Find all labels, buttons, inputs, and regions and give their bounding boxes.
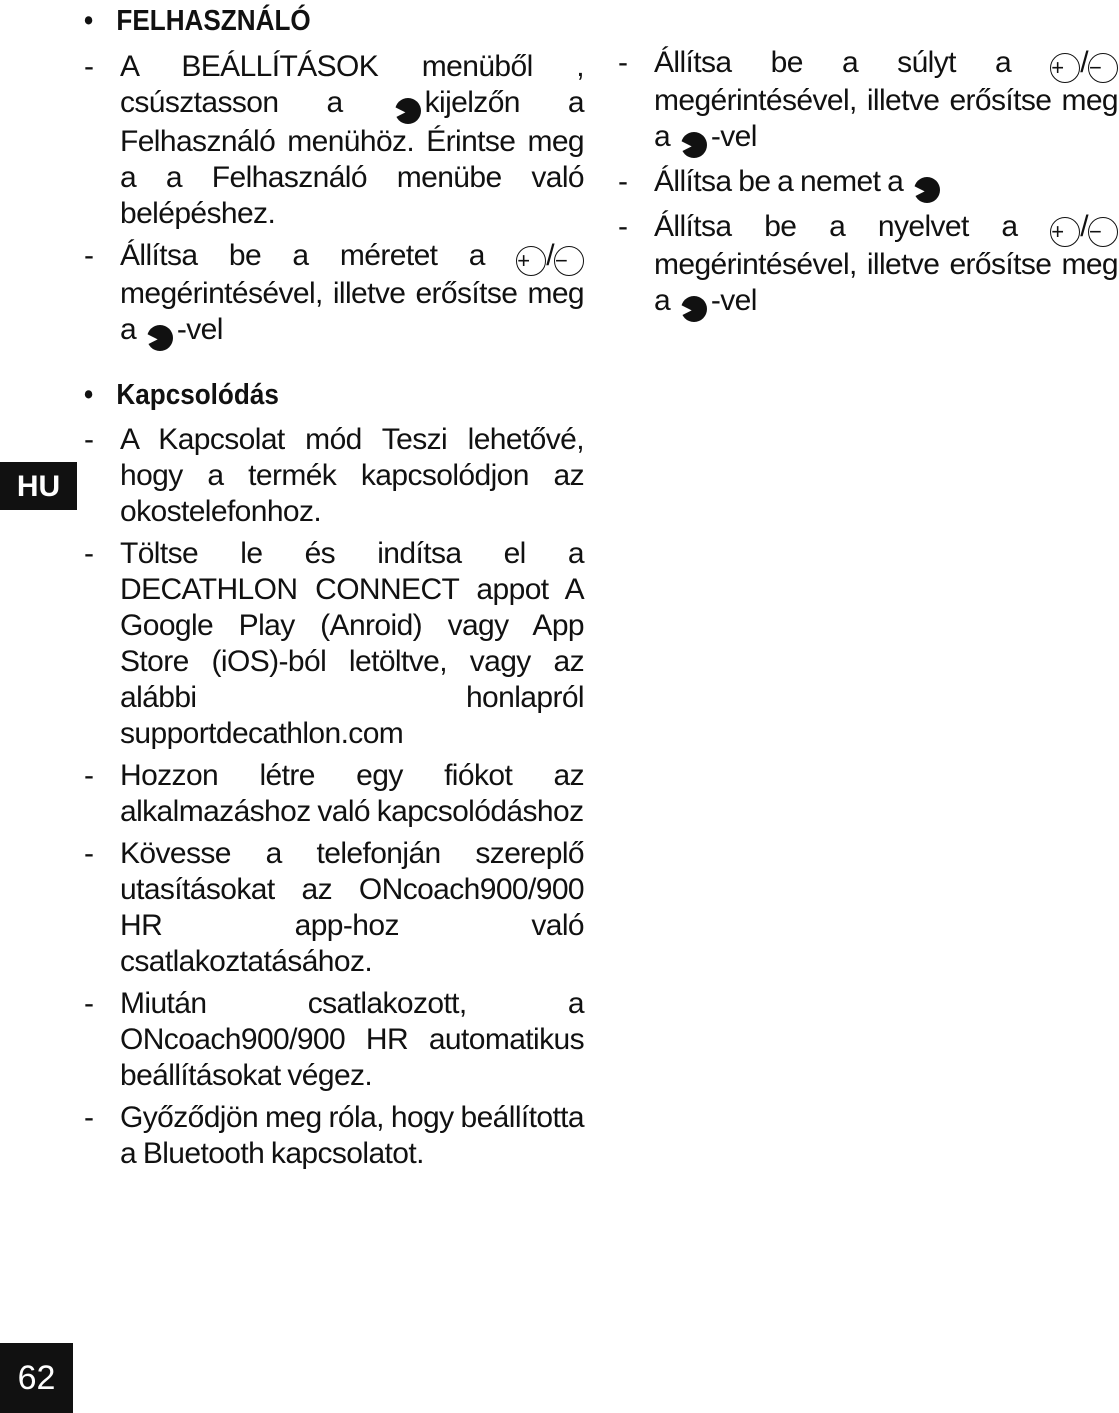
item-text <box>654 164 1118 203</box>
dash: - <box>618 46 628 79</box>
item-text-part: kijelzőn a Felhasználó menühöz. Érintse meg a a Felhasználó menübe való belépéshez. <box>120 86 584 230</box>
slash: / <box>1080 210 1088 243</box>
list-item <box>84 536 584 752</box>
list-item <box>84 758 584 830</box>
minus-icon: − <box>554 246 584 276</box>
minus-icon: − <box>1088 53 1118 83</box>
dash: - <box>618 210 628 243</box>
dash: - <box>618 165 628 198</box>
bullet: • <box>84 379 94 411</box>
list-item <box>84 986 584 1094</box>
list-item <box>618 209 1118 322</box>
item-text: Töltse le és indítsa el a DECATHLON CONNECT appot A Google Play (Anroid) vagy App Store (iOS)-ból letöltve, vagy az alábbi honlapról supportdecathlon.com <box>120 537 584 750</box>
page-number: 62 <box>0 1343 73 1413</box>
section-title-text: Kapcsolódás <box>116 379 279 411</box>
dash: - <box>84 537 94 570</box>
play-pause-icon: ▶ <box>681 296 707 322</box>
item-text-part: -vel <box>710 120 757 153</box>
item-text: Miután csatlakozott, a ONcoach900/900 HR automatikus beállításokat végez. <box>120 987 584 1092</box>
plus-icon: + <box>516 246 546 276</box>
list-item <box>84 1100 584 1172</box>
item-text-part: Állítsa be a nemet a <box>654 165 904 198</box>
item-text-part: A BEÁLLÍTÁSOK menüből , csúsztasson a <box>120 50 584 119</box>
plus-icon: + <box>1050 53 1080 83</box>
item-text-part: Állítsa be a súlyt a <box>654 46 1012 79</box>
item-text: A Kapcsolat mód Teszi lehetővé, hogy a termék kapcsolódjon az okostelefonhoz. <box>120 423 584 528</box>
play-pause-icon: ▶ <box>914 177 940 203</box>
item-text-part: megérintésével, illetve erősítse meg a <box>654 84 1118 153</box>
slash: / <box>1080 46 1088 79</box>
play-pause-icon: ▶ <box>147 325 173 351</box>
play-pause-icon: ▶ <box>681 132 707 158</box>
item-text: Hozzon létre egy fiókot az alkalmazáshoz való kapcsolódáshoz <box>120 759 584 828</box>
item-text <box>120 49 584 232</box>
list-item <box>84 49 584 232</box>
dash: - <box>84 1101 94 1134</box>
bullet: • <box>84 5 94 37</box>
slash: / <box>546 239 554 272</box>
item-text-part: megérintésével, illetve erősítse meg a <box>120 277 584 346</box>
list-item <box>618 45 1118 158</box>
item-text <box>654 209 1118 322</box>
dash: - <box>84 837 94 870</box>
section-title-text: FELHASZNÁLÓ <box>116 5 311 37</box>
item-text-part: Állítsa be a méretet a <box>120 239 485 272</box>
list-item <box>618 164 1118 203</box>
dash: - <box>84 987 94 1020</box>
section-title-felhasznalo <box>84 3 534 39</box>
left-column <box>84 0 584 1178</box>
item-text-part: Állítsa be a nyelvet a <box>654 210 1018 243</box>
list-item <box>84 836 584 980</box>
right-column <box>618 45 1118 328</box>
play-pause-icon: ▶ <box>395 98 421 124</box>
item-text <box>654 45 1118 158</box>
dash: - <box>84 759 94 792</box>
item-text-part: -vel <box>176 313 223 346</box>
item-text-part: -vel <box>710 284 757 317</box>
dash: - <box>84 50 94 83</box>
dash: - <box>84 423 94 456</box>
minus-icon: − <box>1088 217 1118 247</box>
language-tab: HU <box>0 462 77 510</box>
item-text <box>120 238 584 351</box>
item-text: Kövesse a telefonján szereplő utasításokat az ONcoach900/900 HR app-hoz való csatlakoztatásához. <box>120 837 584 978</box>
list-item <box>84 238 584 351</box>
item-text-part: megérintésével, illetve erősítse meg a <box>654 248 1118 317</box>
item-text: Győződjön meg róla, hogy beállította a Bluetooth kapcsolatot. <box>120 1101 584 1170</box>
section-title-kapcsolodas <box>84 377 534 413</box>
dash: - <box>84 239 94 272</box>
list-item <box>84 422 584 530</box>
plus-icon: + <box>1050 217 1080 247</box>
